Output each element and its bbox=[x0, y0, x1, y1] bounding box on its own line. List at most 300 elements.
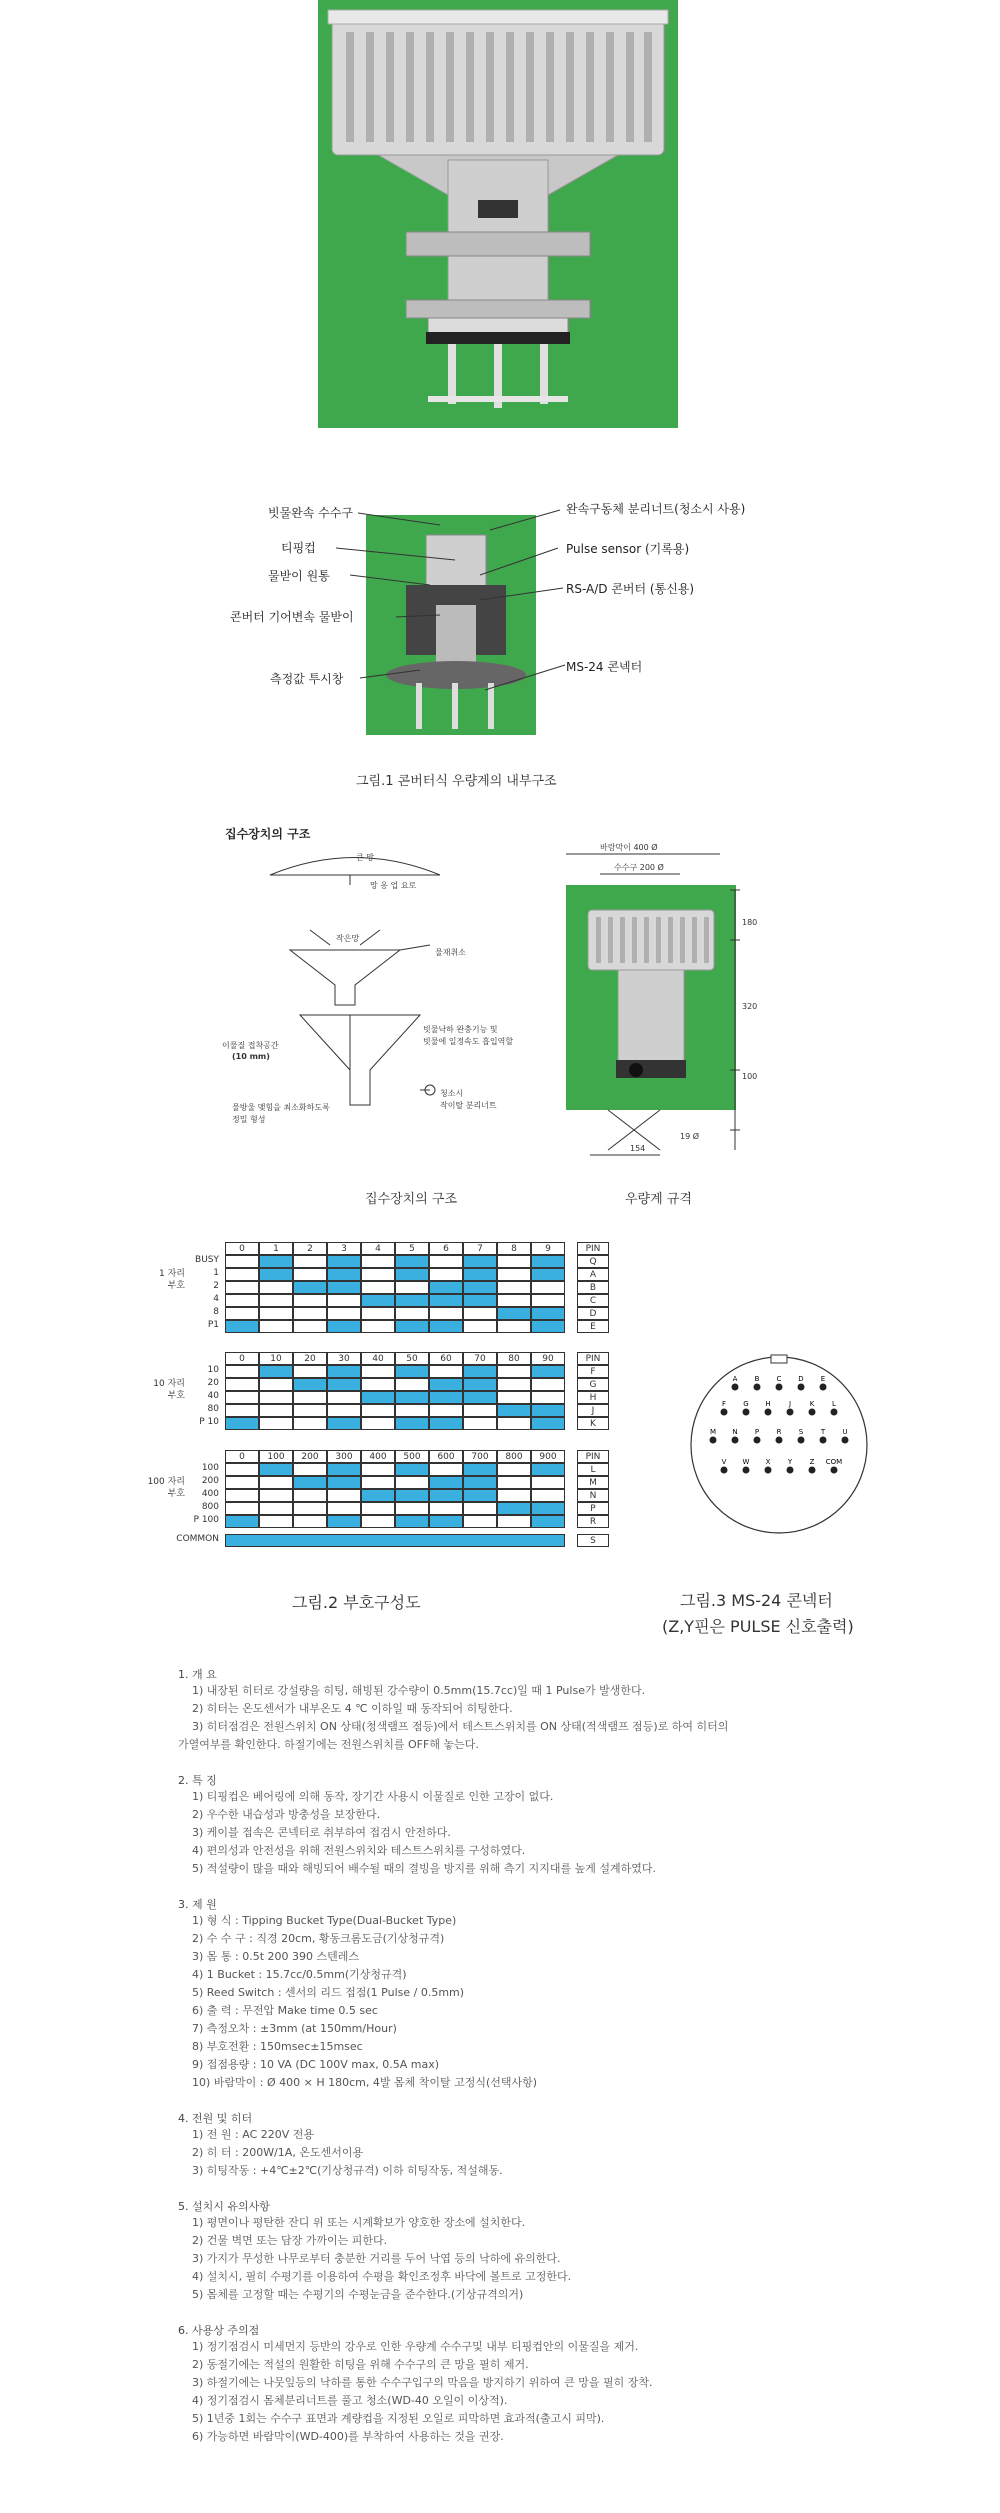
connector-pin-label: K bbox=[809, 1400, 815, 1408]
code-cell bbox=[497, 1320, 531, 1333]
pin-label: A bbox=[577, 1268, 609, 1281]
code-cell bbox=[395, 1378, 429, 1391]
spec-dim-orifice: 수수구 200 Ø bbox=[614, 863, 664, 872]
code-cell bbox=[463, 1255, 497, 1268]
collector-label-3: 물재취소 bbox=[435, 948, 466, 957]
code-cell bbox=[429, 1489, 463, 1502]
code-cell bbox=[395, 1255, 429, 1268]
code-col-header: 30 bbox=[327, 1352, 361, 1365]
connector-pin-label: J bbox=[788, 1400, 792, 1408]
code-cell bbox=[327, 1378, 361, 1391]
code-cell bbox=[531, 1365, 565, 1378]
spec-dim-windshield: 바람막이 400 Ø bbox=[600, 843, 658, 852]
connector-pin-label: E bbox=[820, 1375, 826, 1383]
section-line: 2) 히 터 : 200W/1A, 온도센서이용 bbox=[192, 2146, 364, 2159]
connector-pin bbox=[798, 1437, 805, 1444]
code-col-header: 80 bbox=[497, 1352, 531, 1365]
code-group-label bbox=[130, 1268, 185, 1292]
section-usage-notes bbox=[178, 2322, 978, 2446]
collector-label-6: 빗물낙하 완충기능 및 bbox=[423, 1025, 498, 1034]
code-cell bbox=[361, 1378, 395, 1391]
connector-pin bbox=[842, 1437, 849, 1444]
section-line: 1) 내장된 히터로 강설량을 히팅, 해빙된 강수량이 0.5mm(15.7cc)일 때 1 Pulse가 발생한다. bbox=[192, 1684, 646, 1697]
pin-label: K bbox=[577, 1417, 609, 1430]
section-line: 5) 몸체를 고정할 때는 수평기의 수평눈금을 준수한다.(기상규격의거) bbox=[192, 2288, 524, 2301]
code-col-header: 9 bbox=[531, 1242, 565, 1255]
section-line: 4) 편의성과 안전성을 위해 전원스위치와 테스트스위치를 구성하였다. bbox=[192, 1844, 526, 1857]
section-power bbox=[178, 2110, 978, 2180]
code-cell bbox=[259, 1294, 293, 1307]
code-col-header: 20 bbox=[293, 1352, 327, 1365]
connector-pin bbox=[831, 1409, 838, 1416]
section-line: 8) 부호전환 : 150msec±15msec bbox=[192, 2040, 363, 2053]
code-col-header: 0 bbox=[225, 1242, 259, 1255]
connector-pin bbox=[776, 1437, 783, 1444]
code-cell bbox=[395, 1294, 429, 1307]
connector-pin bbox=[787, 1467, 794, 1474]
code-row-label: P 100 bbox=[193, 1515, 219, 1525]
code-cell bbox=[361, 1404, 395, 1417]
connector-pin bbox=[831, 1467, 838, 1474]
code-cell bbox=[259, 1281, 293, 1294]
code-cell bbox=[361, 1417, 395, 1430]
code-col-header: 6 bbox=[429, 1242, 463, 1255]
fig1-callout-left-1: 빗물완속 수수구 bbox=[268, 506, 353, 520]
code-cell bbox=[225, 1294, 259, 1307]
code-cell bbox=[463, 1463, 497, 1476]
code-cell bbox=[327, 1365, 361, 1378]
spec-dim-180: 180 bbox=[742, 918, 758, 927]
code-row-label: 800 bbox=[201, 1502, 219, 1512]
collector-caption: 집수장치의 구조 bbox=[365, 1192, 458, 1207]
code-cell bbox=[361, 1320, 395, 1333]
code-cell bbox=[497, 1463, 531, 1476]
code-col-header: 40 bbox=[361, 1352, 395, 1365]
code-row-label: 1 bbox=[213, 1268, 219, 1278]
collector-label-4: 이물질 접착공간 bbox=[222, 1041, 279, 1050]
section-line: 10) 바람막이 : Ø 400 × H 180cm, 4발 몸체 착이탈 고정식(선택사항) bbox=[192, 2076, 538, 2089]
code-cell bbox=[361, 1307, 395, 1320]
code-cell bbox=[259, 1476, 293, 1489]
code-cell bbox=[225, 1391, 259, 1404]
fig1-callout-left-5: 측정값 투시창 bbox=[270, 672, 344, 686]
code-cell bbox=[463, 1320, 497, 1333]
code-cell bbox=[429, 1417, 463, 1430]
code-cell bbox=[225, 1463, 259, 1476]
section-line: 6) 가능하면 바람막이(WD-400)를 부착하여 사용하는 것을 권장. bbox=[192, 2430, 504, 2443]
connector-pin-label: N bbox=[732, 1428, 738, 1436]
code-cell bbox=[395, 1307, 429, 1320]
code-cell bbox=[531, 1489, 565, 1502]
code-cell bbox=[225, 1307, 259, 1320]
pin-label: Q bbox=[577, 1255, 609, 1268]
section-line: 2) 수 수 구 : 직경 20cm, 황동크롬도금(기상청규격) bbox=[192, 1932, 445, 1945]
code-cell bbox=[395, 1489, 429, 1502]
code-cell bbox=[531, 1391, 565, 1404]
connector-pin-label: C bbox=[776, 1375, 782, 1383]
code-row-label: P 10 bbox=[199, 1417, 219, 1427]
connector-pin-label: M bbox=[709, 1428, 717, 1436]
code-col-header: 70 bbox=[463, 1352, 497, 1365]
code-cell bbox=[497, 1515, 531, 1528]
code-cell bbox=[395, 1320, 429, 1333]
code-cell bbox=[497, 1502, 531, 1515]
connector-pin bbox=[710, 1437, 717, 1444]
code-col-header: 700 bbox=[463, 1450, 497, 1463]
connector-pin-label: U bbox=[842, 1428, 848, 1436]
pin-label: R bbox=[577, 1515, 609, 1528]
code-cell bbox=[225, 1404, 259, 1417]
code-cell bbox=[497, 1268, 531, 1281]
code-col-header: 50 bbox=[395, 1352, 429, 1365]
code-col-header: 3 bbox=[327, 1242, 361, 1255]
code-cell bbox=[361, 1268, 395, 1281]
connector-pin-label: F bbox=[721, 1400, 727, 1408]
code-cell bbox=[429, 1463, 463, 1476]
code-col-header: 800 bbox=[497, 1450, 531, 1463]
code-cell bbox=[429, 1476, 463, 1489]
connector-pin bbox=[732, 1384, 739, 1391]
code-cell bbox=[463, 1307, 497, 1320]
code-cell bbox=[497, 1281, 531, 1294]
spec-caption: 우량계 규격 bbox=[625, 1192, 692, 1207]
section-line: 5) 1년중 1회는 수수구 표면과 계량컵을 지정된 오일로 피막하면 효과적(출고시 피막). bbox=[192, 2412, 605, 2425]
code-cell bbox=[429, 1404, 463, 1417]
code-cell bbox=[293, 1378, 327, 1391]
code-group-text: 100 자리 bbox=[147, 1477, 185, 1487]
fig1-callout-left-3: 물받이 원통 bbox=[268, 569, 330, 583]
code-cell bbox=[395, 1365, 429, 1378]
connector-pin-label: V bbox=[721, 1458, 727, 1466]
code-cell bbox=[225, 1365, 259, 1378]
code-cell bbox=[259, 1404, 293, 1417]
connector-pin bbox=[809, 1409, 816, 1416]
code-cell bbox=[259, 1255, 293, 1268]
collector-label-11: 작이탈 분리너트 bbox=[440, 1101, 497, 1110]
code-cell bbox=[395, 1281, 429, 1294]
code-row-label: P1 bbox=[207, 1320, 219, 1330]
pin-label: L bbox=[577, 1463, 609, 1476]
fig1-callout-left-2: 티핑컵 bbox=[281, 541, 316, 555]
connector-pin bbox=[765, 1409, 772, 1416]
code-col-header: 4 bbox=[361, 1242, 395, 1255]
code-cell bbox=[259, 1320, 293, 1333]
code-cell bbox=[463, 1268, 497, 1281]
section-line: 6) 출 력 : 무전압 Make time 0.5 sec bbox=[192, 2004, 378, 2017]
section-line: 4) 설치시, 필히 수평기를 이용하여 수평을 확인조정후 바닥에 볼트로 고정한다. bbox=[192, 2270, 572, 2283]
code-cell bbox=[395, 1268, 429, 1281]
fig1-callout-left-4: 콘버터 기어변속 물받이 bbox=[230, 610, 354, 624]
section-features bbox=[178, 1772, 978, 1878]
code-cell bbox=[463, 1515, 497, 1528]
connector-pin-label: W bbox=[742, 1458, 750, 1466]
code-col-header: 1 bbox=[259, 1242, 293, 1255]
connector-pin-label: L bbox=[832, 1400, 836, 1408]
code-group-label bbox=[130, 1378, 185, 1402]
code-cell bbox=[361, 1294, 395, 1307]
code-row-label: 40 bbox=[207, 1391, 219, 1401]
connector-pin bbox=[732, 1437, 739, 1444]
connector-pin bbox=[743, 1467, 750, 1474]
connector-pin bbox=[776, 1384, 783, 1391]
section-line: 가열여부를 확인한다. 하절기에는 전원스위치를 OFF해 놓는다. bbox=[178, 1738, 479, 1751]
code-cell bbox=[395, 1404, 429, 1417]
code-cell bbox=[293, 1502, 327, 1515]
collector-label-5: (10 mm) bbox=[232, 1052, 270, 1061]
section-line: 4) 정기점검시 몸체분리너트를 풀고 청소(WD-40 오일이 이상적). bbox=[192, 2394, 508, 2407]
fig1-callout-right-2: Pulse sensor (기록용) bbox=[566, 542, 690, 556]
connector-pin bbox=[721, 1467, 728, 1474]
code-cell bbox=[463, 1378, 497, 1391]
pin-label: E bbox=[577, 1320, 609, 1333]
code-cell bbox=[429, 1268, 463, 1281]
section-title: 2. 특 징 bbox=[178, 1774, 217, 1787]
code-cell bbox=[225, 1515, 259, 1528]
code-cell bbox=[361, 1255, 395, 1268]
code-cell bbox=[327, 1391, 361, 1404]
code-cell bbox=[327, 1255, 361, 1268]
code-cell bbox=[327, 1417, 361, 1430]
connector-pin bbox=[765, 1467, 772, 1474]
code-row-label: 200 bbox=[201, 1476, 219, 1486]
connector-pin-label: R bbox=[776, 1428, 782, 1436]
connector-pin bbox=[798, 1384, 805, 1391]
code-cell bbox=[463, 1489, 497, 1502]
section-line: 3) 몸 통 : 0.5t 200 390 스텐레스 bbox=[192, 1950, 360, 1963]
code-cell bbox=[463, 1365, 497, 1378]
code-cell bbox=[361, 1391, 395, 1404]
connector-pin bbox=[754, 1437, 761, 1444]
code-cell bbox=[429, 1515, 463, 1528]
connector-pin-label: D bbox=[798, 1375, 804, 1383]
spec-dim-100: 100 bbox=[742, 1072, 758, 1081]
fig1-callout-right-1: 완속구동체 분리너트(청소시 사용) bbox=[566, 502, 746, 516]
code-cell bbox=[293, 1281, 327, 1294]
code-cell bbox=[361, 1463, 395, 1476]
code-cell bbox=[531, 1404, 565, 1417]
code-cell bbox=[293, 1294, 327, 1307]
section-title: 6. 사용상 주의점 bbox=[178, 2324, 260, 2337]
connector-pin bbox=[743, 1409, 750, 1416]
code-cell bbox=[429, 1502, 463, 1515]
code-cell bbox=[395, 1502, 429, 1515]
code-cell bbox=[429, 1365, 463, 1378]
ms24-connector bbox=[686, 1352, 872, 1538]
code-cell bbox=[259, 1365, 293, 1378]
section-line: 3) 히팅작동 : +4℃±2℃(기상청규격) 이하 히팅작동, 적설해동. bbox=[192, 2164, 503, 2177]
code-cell bbox=[293, 1404, 327, 1417]
code-cell bbox=[497, 1489, 531, 1502]
code-cell bbox=[327, 1268, 361, 1281]
code-col-header: 300 bbox=[327, 1450, 361, 1463]
collector-title: 집수장치의 구조 bbox=[225, 827, 311, 841]
section-line: 1) 형 식 : Tipping Bucket Type(Dual-Bucket Type) bbox=[192, 1914, 457, 1927]
code-cell bbox=[395, 1391, 429, 1404]
spec-dim-19: 19 Ø bbox=[680, 1132, 700, 1141]
code-cell bbox=[327, 1320, 361, 1333]
code-row-label: 400 bbox=[201, 1489, 219, 1499]
code-cell bbox=[225, 1281, 259, 1294]
code-cell bbox=[497, 1378, 531, 1391]
code-col-header: 400 bbox=[361, 1450, 395, 1463]
connector-pin bbox=[721, 1409, 728, 1416]
code-cell bbox=[259, 1268, 293, 1281]
connector-pin-label: T bbox=[820, 1428, 826, 1436]
connector-pin-label: G bbox=[743, 1400, 749, 1408]
fig1-caption: 그림.1 콘버터식 우량계의 내부구조 bbox=[356, 774, 557, 789]
code-cell bbox=[225, 1320, 259, 1333]
fig2-caption: 그림.2 부호구성도 bbox=[292, 1593, 421, 1612]
code-group-text: 10 자리 bbox=[153, 1379, 185, 1389]
code-cell bbox=[225, 1502, 259, 1515]
code-cell bbox=[497, 1307, 531, 1320]
connector-pin bbox=[820, 1384, 827, 1391]
code-cell bbox=[327, 1463, 361, 1476]
code-cell bbox=[327, 1281, 361, 1294]
section-line: 5) Reed Switch : 센서의 리드 접점(1 Pulse / 0.5mm) bbox=[192, 1986, 465, 1999]
code-cell bbox=[293, 1320, 327, 1333]
section-line: 3) 가지가 무성한 나무로부터 충분한 거리를 두어 낙엽 등의 낙하에 유의한다. bbox=[192, 2252, 561, 2265]
code-cell bbox=[327, 1515, 361, 1528]
code-cell bbox=[361, 1515, 395, 1528]
code-cell bbox=[531, 1281, 565, 1294]
common-label: COMMON bbox=[176, 1534, 219, 1544]
code-cell bbox=[293, 1515, 327, 1528]
code-col-header: 100 bbox=[259, 1450, 293, 1463]
fig1-callout-right-4: MS-24 콘넥터 bbox=[566, 660, 643, 674]
code-cell bbox=[531, 1255, 565, 1268]
section-line: 4) 1 Bucket : 15.7cc/0.5mm(기상청규격) bbox=[192, 1968, 407, 1981]
section-line: 7) 측정오차 : ±3mm (at 150mm/Hour) bbox=[192, 2022, 397, 2035]
connector-pin-label: Z bbox=[809, 1458, 815, 1466]
code-cell bbox=[429, 1391, 463, 1404]
pin-header: PIN bbox=[577, 1352, 609, 1365]
spec-dim-320: 320 bbox=[742, 1002, 758, 1011]
connector-pin-label: X bbox=[765, 1458, 771, 1466]
pin-label: H bbox=[577, 1391, 609, 1404]
code-cell bbox=[429, 1320, 463, 1333]
code-cell bbox=[327, 1489, 361, 1502]
section-line: 2) 건물 벽면 또는 담장 가까이는 피한다. bbox=[192, 2234, 388, 2247]
collector-label-9: 정밀 형성 bbox=[232, 1115, 266, 1124]
code-cell bbox=[497, 1294, 531, 1307]
code-row-label: 80 bbox=[207, 1404, 219, 1414]
section-title: 4. 전원 및 히터 bbox=[178, 2112, 253, 2125]
section-line: 3) 케이블 접속은 콘넥터로 취부하여 접검시 안전하다. bbox=[192, 1826, 451, 1839]
section-line: 1) 평면이나 평탄한 잔디 위 또는 시계확보가 양호한 장소에 설치한다. bbox=[192, 2216, 526, 2229]
code-cell bbox=[361, 1489, 395, 1502]
pin-header: PIN bbox=[577, 1450, 609, 1463]
connector-pin bbox=[809, 1467, 816, 1474]
common-bar bbox=[225, 1534, 565, 1547]
code-col-header: 600 bbox=[429, 1450, 463, 1463]
code-cell bbox=[259, 1417, 293, 1430]
code-cell bbox=[497, 1391, 531, 1404]
code-cell bbox=[259, 1502, 293, 1515]
code-row-label: 100 bbox=[201, 1463, 219, 1473]
connector-pin-label: S bbox=[798, 1428, 804, 1436]
code-cell bbox=[259, 1515, 293, 1528]
code-cell bbox=[361, 1281, 395, 1294]
code-col-header: 200 bbox=[293, 1450, 327, 1463]
code-group-text: 부호 bbox=[167, 1281, 185, 1291]
code-cell bbox=[327, 1307, 361, 1320]
code-cell bbox=[293, 1476, 327, 1489]
code-col-header: 5 bbox=[395, 1242, 429, 1255]
code-cell bbox=[497, 1417, 531, 1430]
connector-pin-label: COM bbox=[825, 1458, 843, 1466]
section-line: 1) 티핑컵은 베어링에 의해 동작, 장기간 사용시 이물질로 인한 고장이 없다. bbox=[192, 1790, 554, 1803]
code-cell bbox=[327, 1404, 361, 1417]
collector-label-big-mesh: 큰 망 bbox=[356, 853, 374, 862]
section-line: 1) 정기점검시 미세먼지 등반의 강우로 인한 우량계 수수구및 내부 티핑컵안의 이물질을 제거. bbox=[192, 2340, 639, 2353]
code-cell bbox=[395, 1476, 429, 1489]
section-line: 5) 적설량이 많을 때와 해빙되어 배수될 때의 결빙을 방지를 위해 측기 지지대를 높게 설계하였다. bbox=[192, 1862, 657, 1875]
section-title: 3. 제 원 bbox=[178, 1898, 217, 1911]
code-cell bbox=[293, 1255, 327, 1268]
code-cell bbox=[531, 1307, 565, 1320]
code-cell bbox=[463, 1404, 497, 1417]
code-col-header: 90 bbox=[531, 1352, 565, 1365]
connector-pin bbox=[820, 1437, 827, 1444]
section-line: 2) 동절기에는 적설의 원활한 히팅을 위해 수수구의 큰 망을 필히 제거. bbox=[192, 2358, 529, 2371]
pin-label: B bbox=[577, 1281, 609, 1294]
code-col-header: 0 bbox=[225, 1352, 259, 1365]
code-cell bbox=[497, 1365, 531, 1378]
connector-pin bbox=[787, 1409, 794, 1416]
collector-label-7: 빗물에 일정속도 흡입역할 bbox=[423, 1037, 514, 1046]
code-cell bbox=[429, 1281, 463, 1294]
code-cell bbox=[225, 1476, 259, 1489]
code-group-text: 1 자리 bbox=[159, 1269, 185, 1279]
section-line: 2) 우수한 내습성과 방충성을 보장한다. bbox=[192, 1808, 381, 1821]
code-cell bbox=[531, 1378, 565, 1391]
code-col-header: 0 bbox=[225, 1450, 259, 1463]
section-title: 1. 개 요 bbox=[178, 1668, 217, 1681]
code-cell bbox=[463, 1281, 497, 1294]
code-cell bbox=[259, 1463, 293, 1476]
connector-pin-label: P bbox=[754, 1428, 760, 1436]
code-cell bbox=[429, 1294, 463, 1307]
code-cell bbox=[225, 1378, 259, 1391]
code-cell bbox=[531, 1463, 565, 1476]
code-group-text: 부호 bbox=[167, 1489, 185, 1499]
code-cell bbox=[463, 1294, 497, 1307]
pin-label: G bbox=[577, 1378, 609, 1391]
section-installation bbox=[178, 2198, 978, 2304]
section-line: 9) 접점용량 : 10 VA (DC 100V max, 0.5A max) bbox=[192, 2058, 440, 2071]
code-cell bbox=[259, 1378, 293, 1391]
fig3-caption: 그림.3 MS-24 콘넥터 bbox=[680, 1591, 833, 1610]
collector-label-1: 망 옹 업 요로 bbox=[370, 881, 417, 890]
code-cell bbox=[361, 1502, 395, 1515]
code-row-label: 4 bbox=[213, 1294, 219, 1304]
code-cell bbox=[463, 1391, 497, 1404]
code-row-label: 8 bbox=[213, 1307, 219, 1317]
code-cell bbox=[293, 1365, 327, 1378]
connector-pin-label: B bbox=[754, 1375, 760, 1383]
code-cell bbox=[497, 1476, 531, 1489]
pin-label: D bbox=[577, 1307, 609, 1320]
code-cell bbox=[497, 1255, 531, 1268]
section-line: 3) 히터점검은 전원스위치 ON 상태(청색램프 점등)에서 테스트스위치를 ON 상태(적색램프 점등)로 하여 히터의 bbox=[192, 1720, 729, 1733]
code-group-label bbox=[130, 1476, 185, 1500]
fig3-subcaption: (Z,Y핀은 PULSE 신호출력) bbox=[662, 1617, 854, 1636]
code-cell bbox=[327, 1476, 361, 1489]
code-cell bbox=[429, 1378, 463, 1391]
code-cell bbox=[225, 1268, 259, 1281]
section-overview bbox=[178, 1666, 978, 1754]
